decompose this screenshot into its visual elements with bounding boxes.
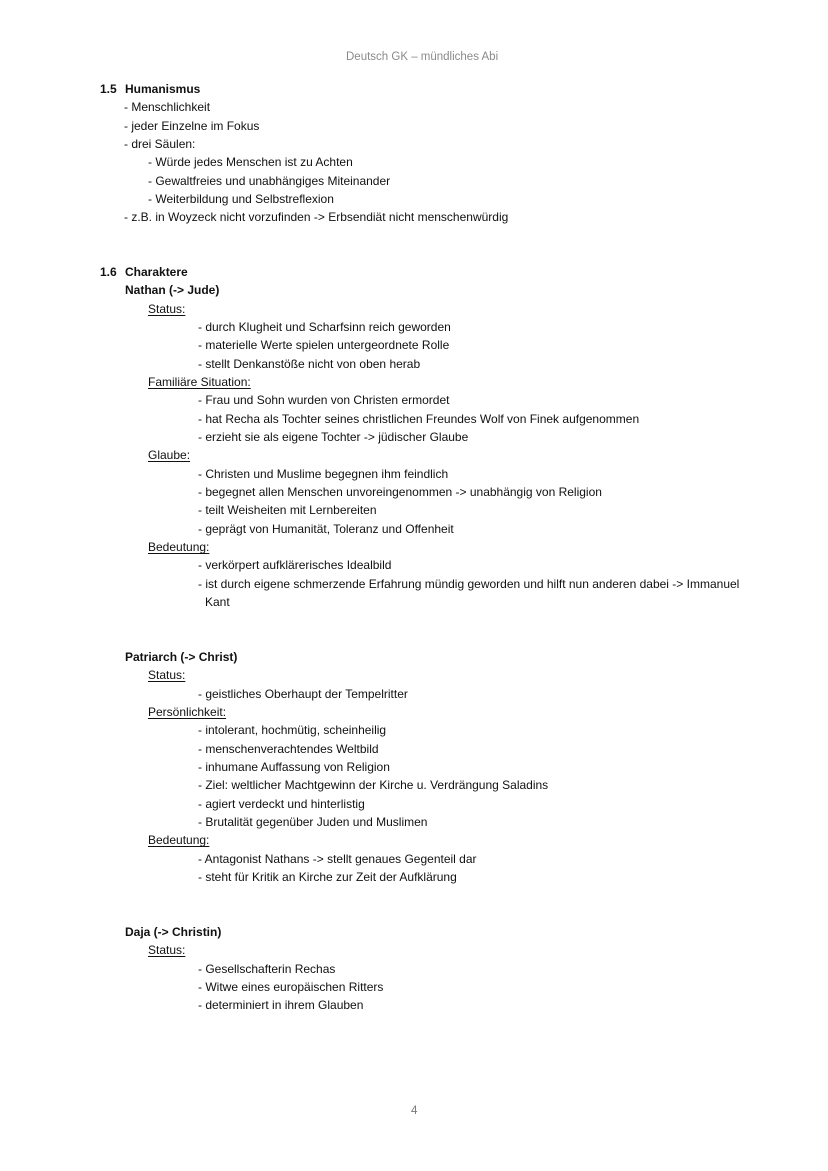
section-number-1-6: 1.6 xyxy=(100,265,117,279)
daja-status-item: - determiniert in ihrem Glauben xyxy=(198,998,364,1012)
patriarch-meaning-item: - Antagonist Nathans -> stellt genaues Gegenteil dar xyxy=(198,852,477,866)
humanismus-pillar: - Gewaltfreies und unabhängiges Miteinander xyxy=(148,174,391,188)
patriarch-personality-item: - Ziel: weltlicher Machtgewinn der Kirche u. Verdrängung Saladins xyxy=(198,778,549,792)
nathan-status-item: - stellt Denkanstöße nicht von oben herab xyxy=(198,357,421,371)
nathan-family-label: Familiäre Situation: xyxy=(148,375,251,389)
nathan-status-label: Status: xyxy=(148,302,186,316)
character-name-daja: Daja (-> Christin) xyxy=(125,925,222,939)
section-title-humanismus: Humanismus xyxy=(125,82,201,96)
nathan-status-item: - materielle Werte spielen untergeordnete Rolle xyxy=(198,338,450,352)
patriarch-personality-label: Persönlichkeit: xyxy=(148,705,227,719)
nathan-status-item: - durch Klugheit und Scharfsinn reich geworden xyxy=(198,320,451,334)
patriarch-status-label: Status: xyxy=(148,668,186,682)
nathan-meaning-item: Kant xyxy=(205,595,230,609)
patriarch-personality-item: - intolerant, hochmütig, scheinheilig xyxy=(198,723,387,737)
patriarch-status-item: - geistliches Oberhaupt der Tempelritter xyxy=(198,687,408,701)
nathan-meaning-item: - verkörpert aufklärerisches Idealbild xyxy=(198,558,392,572)
nathan-family-item: - Frau und Sohn wurden von Christen ermordet xyxy=(198,393,450,407)
character-name-patriarch: Patriarch (-> Christ) xyxy=(125,650,238,664)
nathan-meaning-label: Bedeutung: xyxy=(148,540,210,554)
patriarch-personality-item: - menschenverachtendes Weltbild xyxy=(198,742,379,756)
nathan-faith-item: - Christen und Muslime begegnen ihm feindlich xyxy=(198,467,449,481)
humanismus-pillar: - Würde jedes Menschen ist zu Achten xyxy=(148,155,353,169)
nathan-faith-item: - geprägt von Humanität, Toleranz und Offenheit xyxy=(198,522,454,536)
patriarch-personality-item: - Brutalität gegenüber Juden und Muslimen xyxy=(198,815,428,829)
nathan-family-item: - erzieht sie als eigene Tochter -> jüdischer Glaube xyxy=(198,430,469,444)
page-header: Deutsch GK – mündliches Abi xyxy=(346,51,499,63)
patriarch-personality-item: - agiert verdeckt und hinterlistig xyxy=(198,797,365,811)
nathan-faith-item: - teilt Weisheiten mit Lernbereiten xyxy=(198,503,377,517)
nathan-faith-label: Glaube: xyxy=(148,448,191,462)
daja-status-item: - Gesellschafterin Rechas xyxy=(198,962,336,976)
humanismus-example: - z.B. in Woyzeck nicht vorzufinden -> Erbsendiät nicht menschenwürdig xyxy=(124,210,509,224)
section-number-1-5: 1.5 xyxy=(100,82,117,96)
character-name-nathan: Nathan (-> Jude) xyxy=(125,283,220,297)
humanismus-pillar: - Weiterbildung und Selbstreflexion xyxy=(148,192,334,206)
section-title-charaktere: Charaktere xyxy=(125,265,188,279)
nathan-meaning-item: - ist durch eigene schmerzende Erfahrung mündig geworden und hilft nun anderen dabei -> Immanuel xyxy=(198,577,740,591)
daja-status-label: Status: xyxy=(148,943,186,957)
humanismus-point: - drei Säulen: xyxy=(124,137,196,151)
daja-status-item: - Witwe eines europäischen Ritters xyxy=(198,980,384,994)
patriarch-meaning-item: - steht für Kritik an Kirche zur Zeit der Aufklärung xyxy=(198,870,457,884)
humanismus-point: - jeder Einzelne im Fokus xyxy=(124,119,260,133)
patriarch-meaning-label: Bedeutung: xyxy=(148,833,210,847)
page-number: 4 xyxy=(411,1105,418,1117)
patriarch-personality-item: - inhumane Auffassung von Religion xyxy=(198,760,390,774)
nathan-faith-item: - begegnet allen Menschen unvoreingenommen -> unabhängig von Religion xyxy=(198,485,602,499)
nathan-family-item: - hat Recha als Tochter seines christlichen Freundes Wolf von Finek aufgenommen xyxy=(198,412,640,426)
humanismus-point: - Menschlichkeit xyxy=(124,100,211,114)
